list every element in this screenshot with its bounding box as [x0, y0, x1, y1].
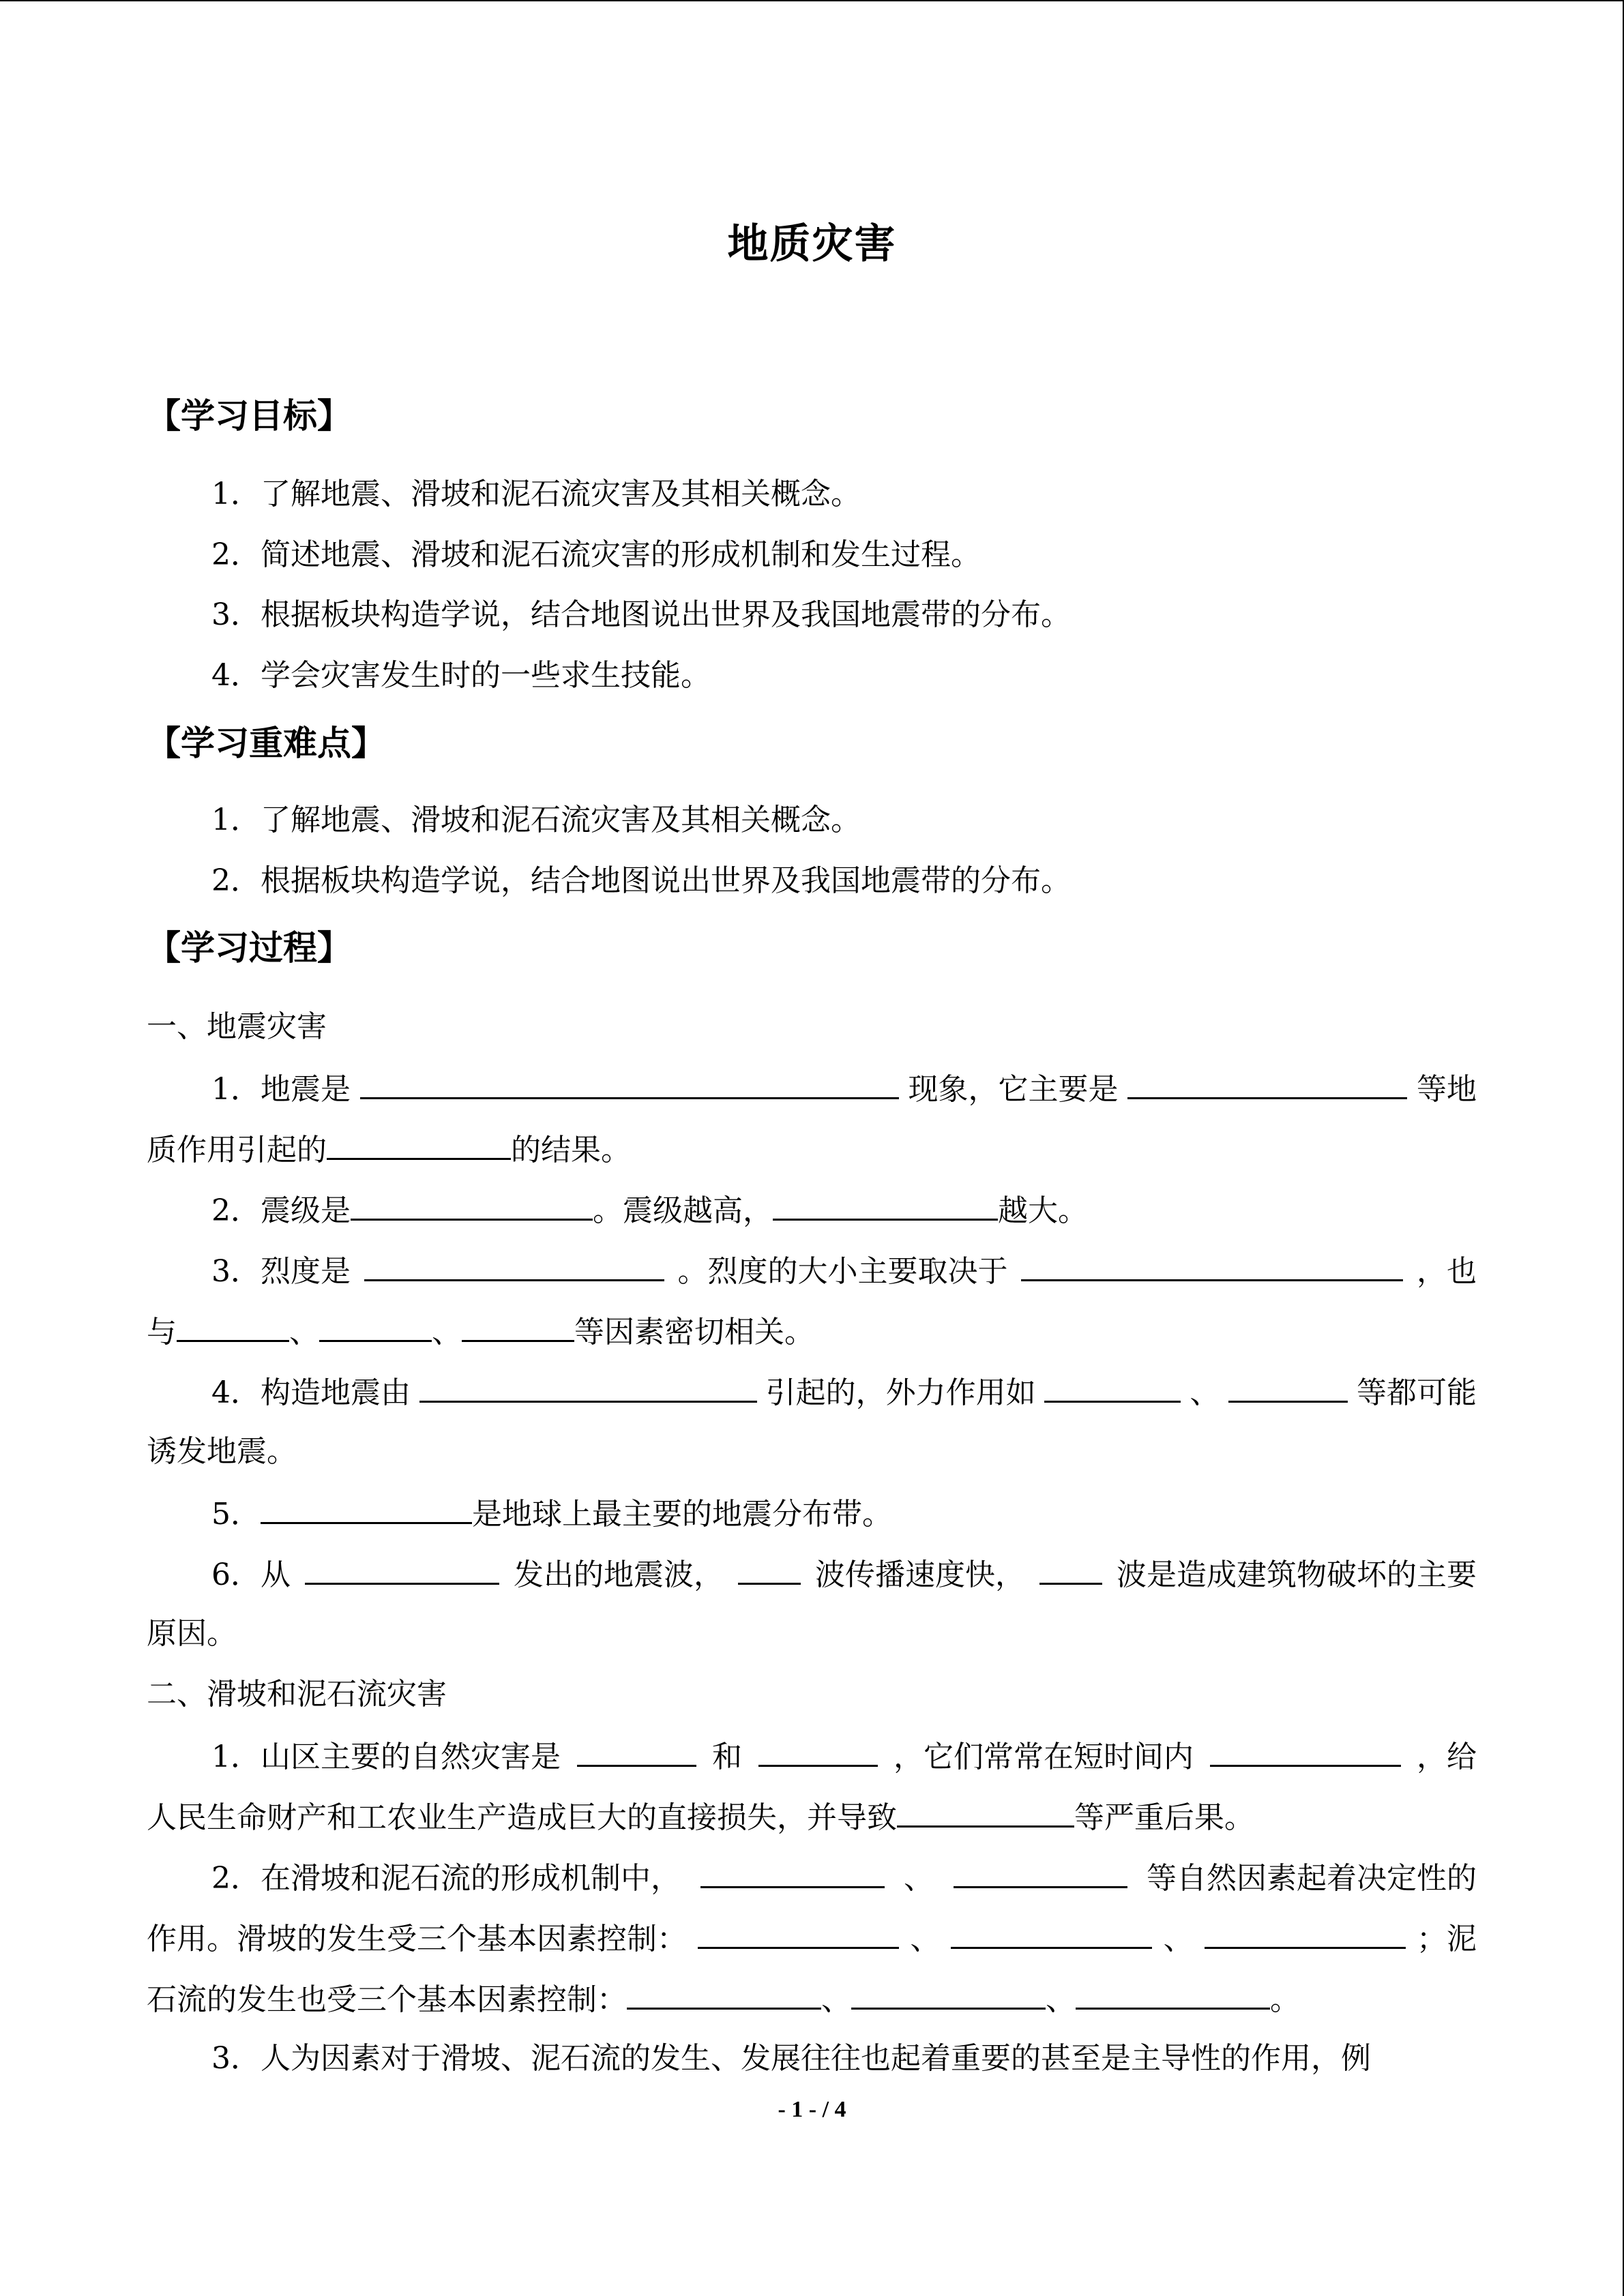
question-line [211, 1249, 1477, 1292]
text: 、 [432, 1315, 462, 1350]
text: 是地球上最主要的地震分布带。 [472, 1497, 892, 1532]
text: 发出的地震波， [514, 1557, 724, 1592]
text: 等都可能 [1356, 1375, 1477, 1410]
fill-blank[interactable] [327, 1128, 511, 1160]
question-line [211, 1856, 1477, 1899]
objective-item: 3．根据板块构造学说，结合地图说出世界及我国地震带的分布。 [211, 597, 1071, 632]
text: 等地 [1417, 1072, 1477, 1107]
key-point-item: 1．了解地震、滑坡和泥石流灾害及其相关概念。 [211, 803, 861, 837]
text: 、 [910, 1922, 941, 1956]
objective-item: 1．了解地震、滑坡和泥石流灾害及其相关概念。 [211, 477, 861, 511]
fill-blank[interactable] [773, 1189, 998, 1221]
text: 2．在滑坡和泥石流的形成机制中， [211, 1861, 681, 1896]
fill-blank[interactable] [177, 1310, 289, 1342]
text: 。 [1270, 1982, 1300, 2017]
fill-blank[interactable] [738, 1553, 801, 1585]
text: 4．构造地震由 [211, 1375, 411, 1410]
text: 5． [211, 1497, 261, 1532]
fill-blank[interactable] [700, 1856, 885, 1888]
text: 波传播速度快， [815, 1557, 1025, 1592]
key-point-item: 2．根据板块构造学说，结合地图说出世界及我国地震带的分布。 [211, 863, 1071, 898]
question-line [211, 1492, 892, 1535]
text: ，也 [1417, 1254, 1477, 1289]
fill-blank[interactable] [951, 1917, 1152, 1949]
objective-item: 4．学会灾害发生时的一些求生技能。 [211, 658, 711, 693]
fill-blank[interactable] [577, 1735, 696, 1767]
text: 引起的，外力作用如 [765, 1375, 1036, 1410]
fill-blank[interactable] [1076, 1978, 1270, 2010]
fill-blank[interactable] [758, 1735, 878, 1767]
text: ，它们常常在短时间内 [894, 1740, 1194, 1774]
question-line [147, 1795, 1254, 1838]
text: 等严重后果。 [1074, 1800, 1254, 1835]
fill-blank[interactable] [364, 1249, 664, 1281]
question-line: 诱发地震。 [147, 1434, 297, 1469]
fill-blank[interactable] [1021, 1249, 1403, 1281]
question-line [147, 1310, 814, 1353]
fill-blank[interactable] [351, 1189, 593, 1221]
text: 等自然因素起着决定性的 [1147, 1861, 1477, 1896]
text: 等因素密切相关。 [574, 1315, 814, 1350]
fill-blank[interactable] [1228, 1371, 1348, 1403]
text: ；泥 [1416, 1922, 1477, 1956]
text: 和 [712, 1740, 742, 1774]
text: 2．震级是 [211, 1193, 351, 1228]
part1-title: 一、地震灾害 [147, 1009, 327, 1044]
text: 的结果。 [511, 1133, 631, 1167]
text: 与 [147, 1315, 177, 1350]
fill-blank[interactable] [1210, 1735, 1401, 1767]
text: 人民生命财产和工农业生产造成巨大的直接损失，并导致 [147, 1800, 897, 1835]
fill-blank[interactable] [627, 1978, 821, 2010]
fill-blank[interactable] [319, 1310, 432, 1342]
fill-blank[interactable] [897, 1795, 1074, 1828]
key-points-heading: 【学习重难点】 [147, 724, 385, 763]
text: 石流的发生也受三个基本因素控制： [147, 1982, 627, 2017]
objective-item: 2．简述地震、滑坡和泥石流灾害的形成机制和发生过程。 [211, 537, 981, 572]
fill-blank[interactable] [1044, 1371, 1181, 1403]
text: 6．从 [211, 1557, 291, 1592]
fill-blank[interactable] [360, 1067, 899, 1099]
question-line [147, 1917, 1477, 1960]
part2-title: 二、滑坡和泥石流灾害 [147, 1677, 447, 1712]
fill-blank[interactable] [1039, 1553, 1102, 1585]
text: ，给 [1417, 1740, 1477, 1774]
text: 、 [904, 1861, 934, 1896]
text: 现象，它主要是 [908, 1072, 1119, 1107]
text: 1．地震是 [211, 1072, 351, 1107]
text: 、 [1046, 1982, 1076, 2017]
text: 、 [289, 1315, 319, 1350]
fill-blank[interactable] [698, 1917, 899, 1949]
text: 质作用引起的 [147, 1133, 327, 1167]
text: 、 [1190, 1375, 1220, 1410]
objectives-heading: 【学习目标】 [147, 396, 351, 436]
page-number: - 1 - / 4 [778, 2097, 846, 2122]
question-line [211, 1371, 1477, 1414]
text: 、 [1163, 1922, 1194, 1956]
text: 3．烈度是 [211, 1254, 351, 1289]
text: 1．山区主要的自然灾害是 [211, 1740, 561, 1774]
fill-blank[interactable] [1205, 1917, 1406, 1949]
text: 。烈度的大小主要取决于 [677, 1254, 1008, 1289]
fill-blank[interactable] [1127, 1067, 1407, 1099]
text: 作用。滑坡的发生受三个基本因素控制： [147, 1922, 687, 1956]
question-line [211, 1735, 1477, 1778]
question-line [211, 1189, 1088, 1232]
text: 、 [821, 1982, 851, 2017]
fill-blank[interactable] [261, 1492, 472, 1524]
text: 。震级越高， [593, 1193, 773, 1228]
question-line: 原因。 [147, 1616, 237, 1651]
page-title: 地质灾害 [727, 220, 897, 268]
fill-blank[interactable] [851, 1978, 1046, 2010]
question-line: 3．人为因素对于滑坡、泥石流的发生、发展往往也起着重要的甚至是主导性的作用，例 [211, 2041, 1371, 2076]
text: 波是造成建筑物破坏的主要 [1117, 1557, 1477, 1592]
question-line [147, 1978, 1300, 2021]
fill-blank[interactable] [305, 1553, 499, 1585]
fill-blank[interactable] [419, 1371, 757, 1403]
fill-blank[interactable] [954, 1856, 1127, 1888]
question-line [211, 1553, 1477, 1596]
process-heading: 【学习过程】 [147, 928, 351, 968]
text: 越大。 [998, 1193, 1088, 1228]
question-line [211, 1067, 1477, 1110]
fill-blank[interactable] [462, 1310, 574, 1342]
question-line [147, 1128, 631, 1171]
